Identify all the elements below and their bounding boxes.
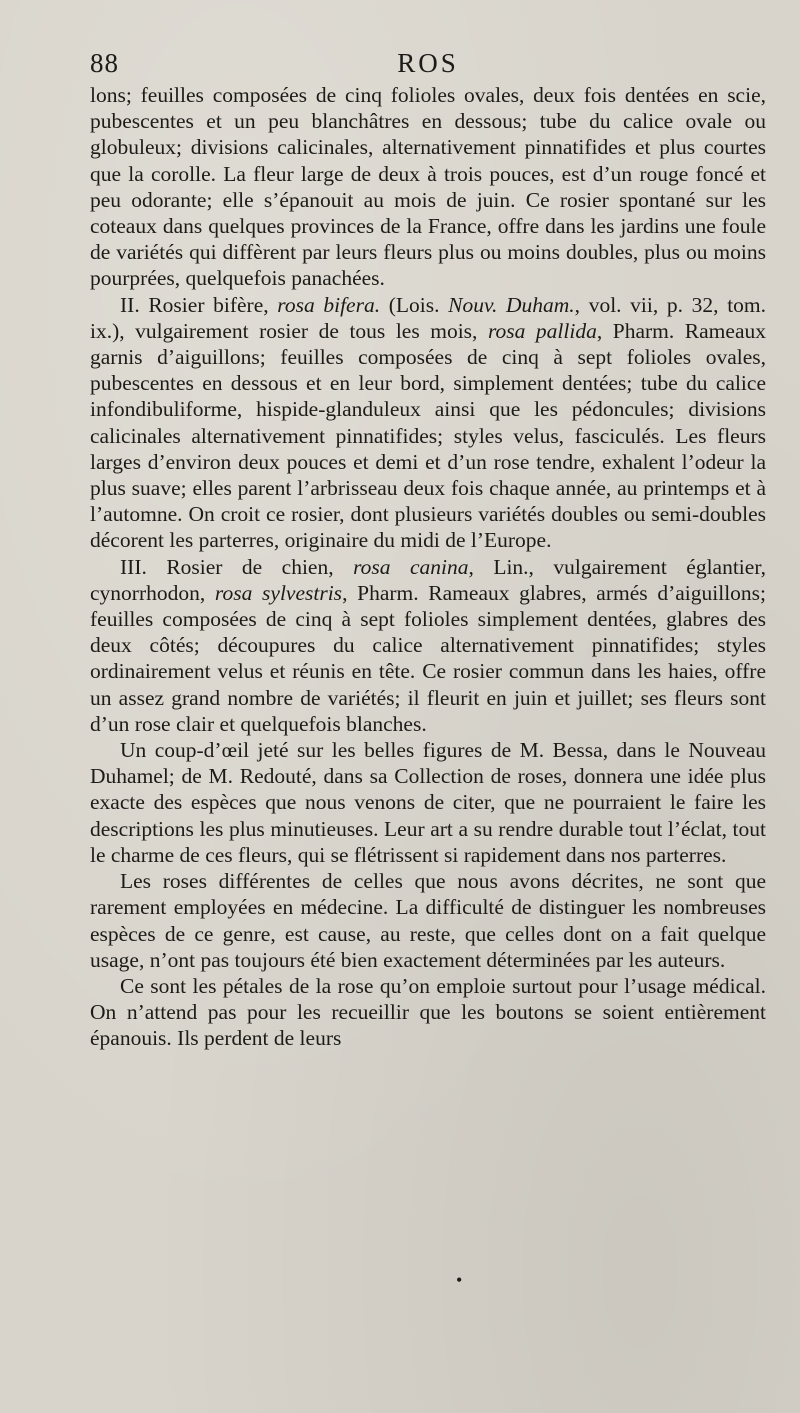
paragraph-1 <box>90 82 766 292</box>
paragraph-3-italic-1: rosa canina <box>353 554 469 579</box>
running-head: ROS <box>397 48 459 78</box>
page-number: 88 <box>90 48 119 78</box>
paragraph-3-text-3: , Pharm. Rameaux glabres, armés d’aiguillons; feuilles composées de cinq à sept folioles simplement dentées, glabres des deux côtés; découpures du calice alternativement pinnatifides; styles ordinairement velus et réunis en tête. Ce rosier commun dans les haies, offre un assez grand nombre de variétés; il fleurit en juin et juillet; ses fleurs sont d’un rose clair et quelquefois blanches. <box>90 580 767 736</box>
paragraph-3-text-2: , Lin., vulgairement églantier, cynorrhodon, <box>90 554 767 605</box>
paragraph-2 <box>90 292 766 554</box>
paragraph-3 <box>90 554 766 737</box>
paragraph-1-text: lons; feuilles composées de cinq folioles ovales, deux fois dentées en scie, pubescentes et un peu blanchâtres en dessous; tube du calice ovale ou globuleux; divisions calicinales, alternativement pinnatifides et plus courtes que la corolle. La fleur large de deux à trois pouces, est d’un rouge foncé et peu odorante; elle s’épanouit au mois de juin. Ce rosier spontané sur les coteaux dans quelques provinces de la France, offre dans les jardins une foule de variétés qui diffèrent par leurs fleurs plus ou moins doubles, plus ou moins pourprées, quelquefois panachées. <box>90 83 766 291</box>
paragraph-3-text-1: III. Rosier de chien, <box>120 554 354 579</box>
page-header <box>90 40 766 82</box>
paragraph-3-italic-2: rosa sylvestris <box>214 580 343 605</box>
paragraph-6 <box>90 973 766 1052</box>
paragraph-2-text-1: II. Rosier bifère, <box>120 292 278 317</box>
paragraph-6-text: Ce sont les pétales de la rose qu’on emploie surtout pour l’usage médical. On n’attend pas pour les recueillir que les boutons se soient entièrement épanouis. Ils perdent de leurs <box>90 973 766 1051</box>
paragraph-2-text-2: (Lois. <box>380 292 449 317</box>
footer-mark: • <box>456 1270 463 1290</box>
paragraph-5 <box>90 868 766 973</box>
paragraph-2-text-4: , Pharm. Rameaux garnis d’aiguillons; feuilles composées de cinq à sept folioles ovales, pubescentes en dessous et en leur bord, simplement dentées; tube du calice infondibuliforme, hispide-glanduleux ainsi que les pédoncules; divisions calicinales alternativement pinnatifides; styles velus, fasciculés. Les fleurs larges d’environ deux pouces et demi et d’un rose tendre, exhalent l’odeur la plus suave; elles parent l’arbrisseau deux fois chaque année, au printemps et à l’automne. On croit ce rosier, dont plusieurs variétés doubles ou semi-doubles décorent les parterres, originaire du midi de l’Europe. <box>90 318 766 553</box>
paragraph-2-italic-1: rosa bifera. <box>277 292 381 317</box>
paragraph-2-italic-2: Nouv. Duham. <box>448 292 575 317</box>
paragraph-5-text: Les roses différentes de celles que nous avons décrites, ne sont que rarement employées en médecine. La difficulté de distinguer les nombreuses espèces de ce genre, est cause, au reste, que celles dont on a fait quelque usage, n’ont pas toujours été bien exactement déterminées par les auteurs. <box>90 869 766 972</box>
body-text <box>90 82 766 1052</box>
paragraph-2-italic-3: rosa pallida <box>487 318 597 343</box>
paragraph-4-text: Un coup-d’œil jeté sur les belles figures de M. Bessa, dans le Nouveau Duhamel; de M. Redouté, dans sa Collection de roses, donnera une idée plus exacte des espèces que nous venons de citer, que ne pourraient le faire les descriptions les plus minutieuses. Leur art a su rendre durable tout l’éclat, tout le charme de ces fleurs, qui se flétrissent si rapidement dans nos parterres. <box>90 738 766 867</box>
paragraph-4 <box>90 737 766 868</box>
paragraph-2-text-3: , vol. vii, p. 32, tom. ix.), vulgairement rosier de tous les mois, <box>90 292 767 343</box>
